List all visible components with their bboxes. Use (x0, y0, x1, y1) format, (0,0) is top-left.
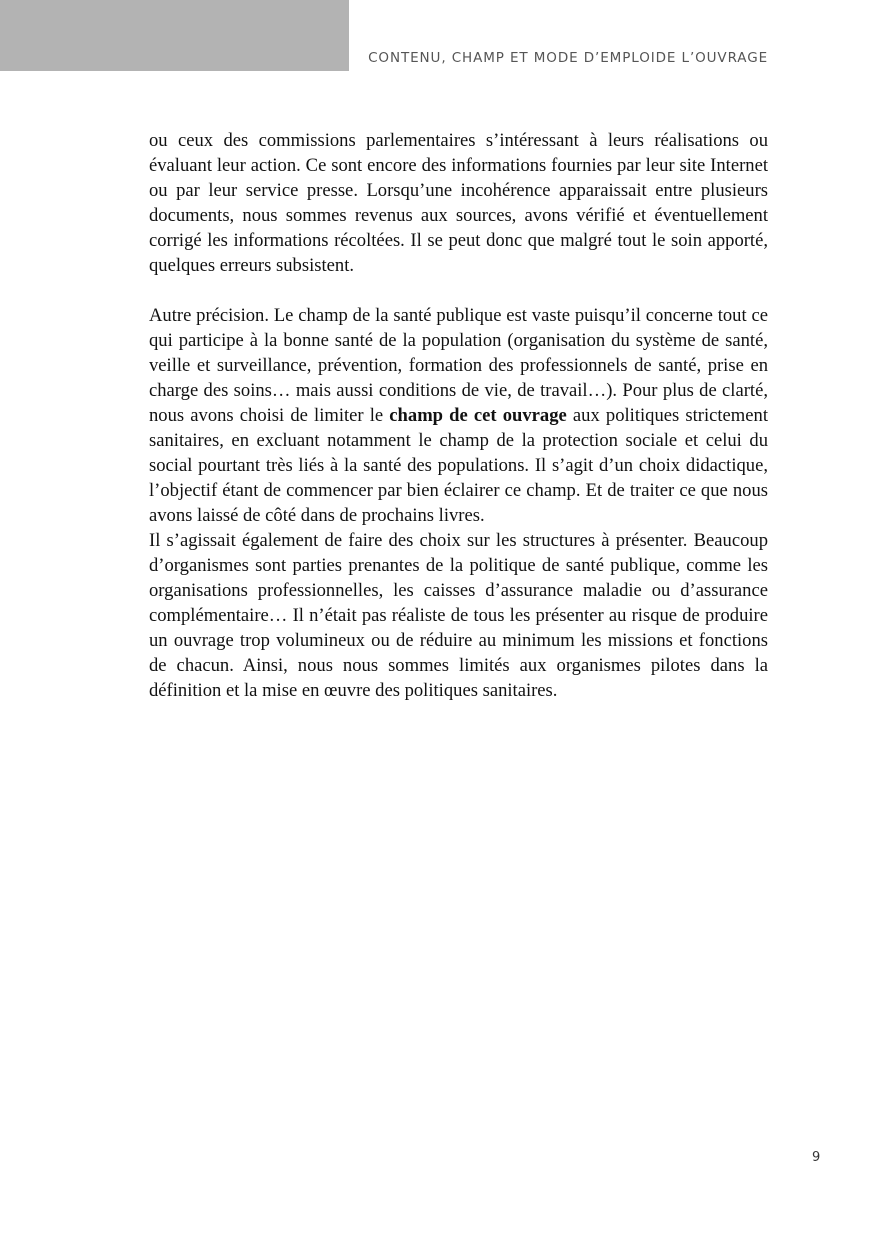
paragraph-2-text-end: aux politiques strictement sanitaires, en excluant notamment le champ de la protection sociale et celui du social pourtant très liés à la santé des populations. Il s’agit d’un choix didactique, l’objectif étant de commencer par bien éclairer ce champ. Et de traiter ce que nous avons laissé de côté dans de prochains livres. (149, 405, 768, 526)
header-gray-band (0, 0, 349, 71)
page-number: 9 (812, 1150, 821, 1165)
paragraph-2-text-start: Autre précision. Le champ de la santé publique est vaste puisqu’il concerne tout ce qui participe à la bonne santé de la population (organisation du système de santé, veille et surveillance, prévention, formation des professionnels de santé, prise en charge des soins… mais aussi conditions de vie, de travail…). Pour plus de clarté, nous avons choisi de limiter le (149, 305, 768, 426)
body-text (149, 128, 768, 703)
paragraph-1: ou ceux des commissions parlementaires s’intéressant à leurs réalisations ou évaluant leur action. Ce sont encore des informations fournies par leur site Internet ou par leur service presse. Lorsqu’une incohérence apparaissait entre plusieurs documents, nous sommes revenus aux sources, avons vérifié et éventuellement corrigé les informations récoltées. Il se peut donc que malgré tout le soin apporté, quelques erreurs subsistent. (149, 130, 768, 276)
paragraph-3: Il s’agissait également de faire des choix sur les structures à présenter. Beaucoup d’organismes sont parties prenantes de la politique de santé publique, comme les organisations professionnelles, les caisses d’assurance maladie ou d’assurance complémentaire… Il n’était pas réaliste de tous les présenter au risque de produire un ouvrage trop volumineux ou de réduire au minimum les missions et fonctions de chacun. Ainsi, nous nous sommes limités aux organismes pilotes dans la définition et la mise en œuvre des politiques sanitaires. (149, 530, 768, 701)
paragraph-2-emphasis: champ de cet ouvrage (389, 405, 567, 426)
running-header-title: CONTENU, CHAMP ET MODE D’EMPLOIDE L’OUVRAGE (368, 50, 768, 66)
paragraph-2 (149, 303, 768, 528)
